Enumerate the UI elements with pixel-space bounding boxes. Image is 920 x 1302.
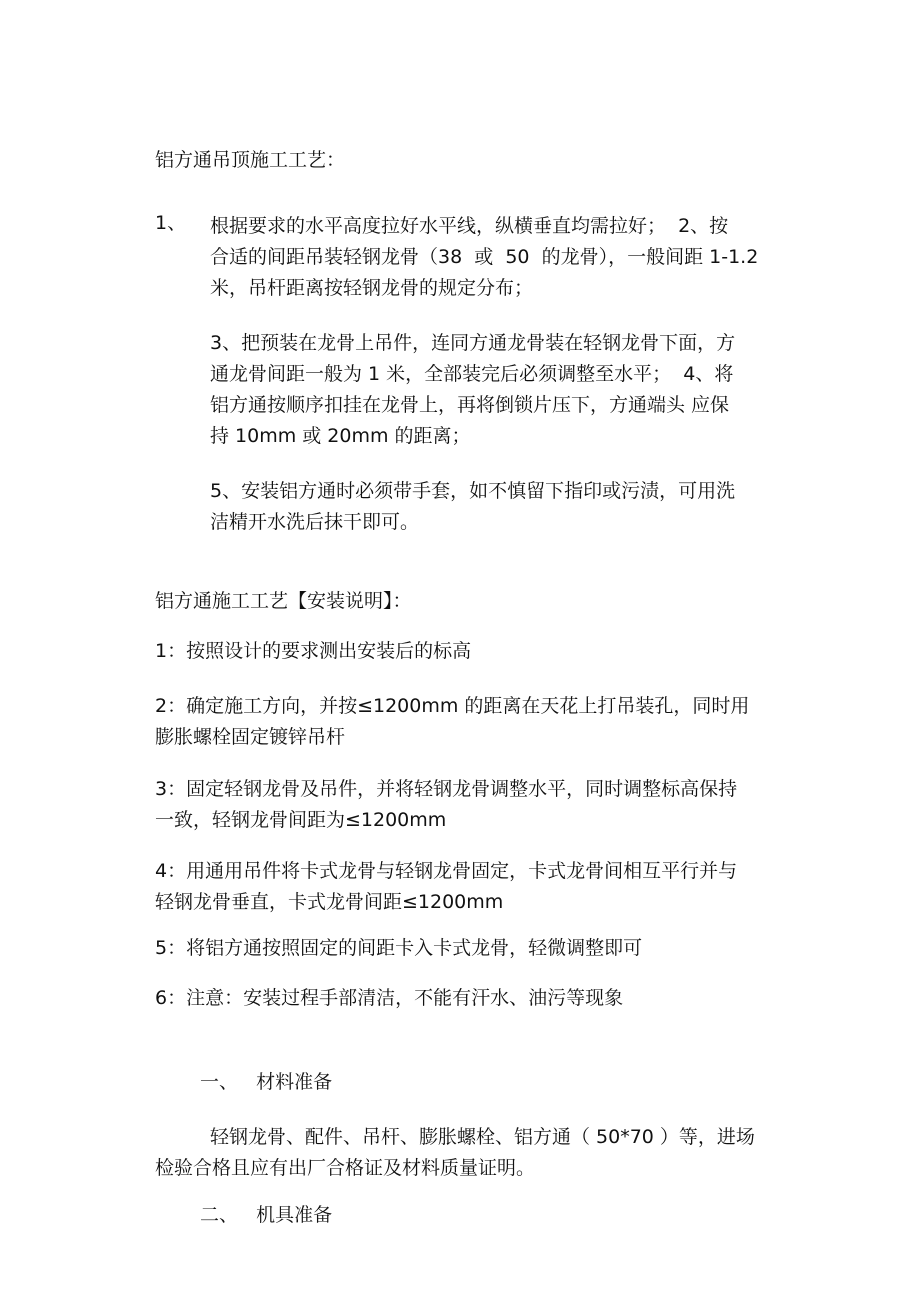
text-line: 合适的间距吊装轻钢龙骨（38 或 50 的龙骨），一般间距 1-1.2 xyxy=(210,246,759,268)
text-line: 持 10mm 或 20mm 的距离； xyxy=(210,425,471,447)
text-line: 一致，轻钢龙骨间距为≤1200mm xyxy=(155,809,447,831)
text-line: 3：固定轻钢龙骨及吊件，并将轻钢龙骨调整水平，同时调整标高保持 xyxy=(155,778,738,800)
text-line: 铝方通按顺序扣挂在龙骨上，再将倒锁片压下，方通端头 应保 xyxy=(210,394,730,416)
text-line: 4：用通用吊件将卡式龙骨与轻钢龙骨固定，卡式龙骨间相互平行并与 xyxy=(155,860,738,882)
step-5: 5：将铝方通按照固定的间距卡入卡式龙骨，轻微调整即可 xyxy=(155,937,643,959)
text-line: 洁精开水洗后抹干即可。 xyxy=(210,511,420,533)
step-3 xyxy=(155,774,737,836)
section-body-materials xyxy=(155,1122,755,1184)
step-6: 6：注意：安装过程手部清洁，不能有汗水、油污等现象 xyxy=(155,987,624,1009)
text-line: 轻钢龙骨、配件、吊杆、膨胀螺栓、铝方通（ 50*70 ）等，进场 xyxy=(210,1126,755,1148)
text-line: 根据要求的水平高度拉好水平线，纵横垂直均需拉好； 2、按 xyxy=(210,215,729,237)
text-line: 检验合格且应有出厂合格证及材料质量证明。 xyxy=(155,1157,536,1179)
title-install-instructions: 铝方通施工工艺【安装说明】： xyxy=(155,590,412,612)
list-number-1: 1、 xyxy=(155,212,187,234)
list-paragraph-2 xyxy=(210,328,735,452)
section-heading-tools: 二、 机具准备 xyxy=(200,1204,333,1226)
step-2 xyxy=(155,691,749,753)
text-line: 膨胀螺栓固定镀锌吊杆 xyxy=(155,726,346,748)
list-paragraph-3 xyxy=(210,476,735,538)
text-line: 2：确定施工方向，并按≤1200mm 的距离在天花上打吊装孔，同时用 xyxy=(155,695,750,717)
text-line: 通龙骨间距一般为 1 米，全部装完后必须调整至水平； 4、将 xyxy=(210,363,734,385)
section-heading-materials: 一、 材料准备 xyxy=(200,1071,333,1093)
text-line: 5、安装铝方通时必须带手套，如不慎留下指印或污渍，可用洗 xyxy=(210,480,736,502)
step-1: 1：按照设计的要求测出安装后的标高 xyxy=(155,640,472,662)
title-ceiling-process: 铝方通吊顶施工工艺： xyxy=(155,149,346,171)
text-line: 轻钢龙骨垂直，卡式龙骨间距≤1200mm xyxy=(155,891,504,913)
text-line: 米，吊杆距离按轻钢龙骨的规定分布； xyxy=(210,277,534,299)
list-paragraph-1 xyxy=(210,211,758,304)
step-4 xyxy=(155,856,737,918)
text-line: 3、把预装在龙骨上吊件，连同方通龙骨装在轻钢龙骨下面，方 xyxy=(210,332,736,354)
